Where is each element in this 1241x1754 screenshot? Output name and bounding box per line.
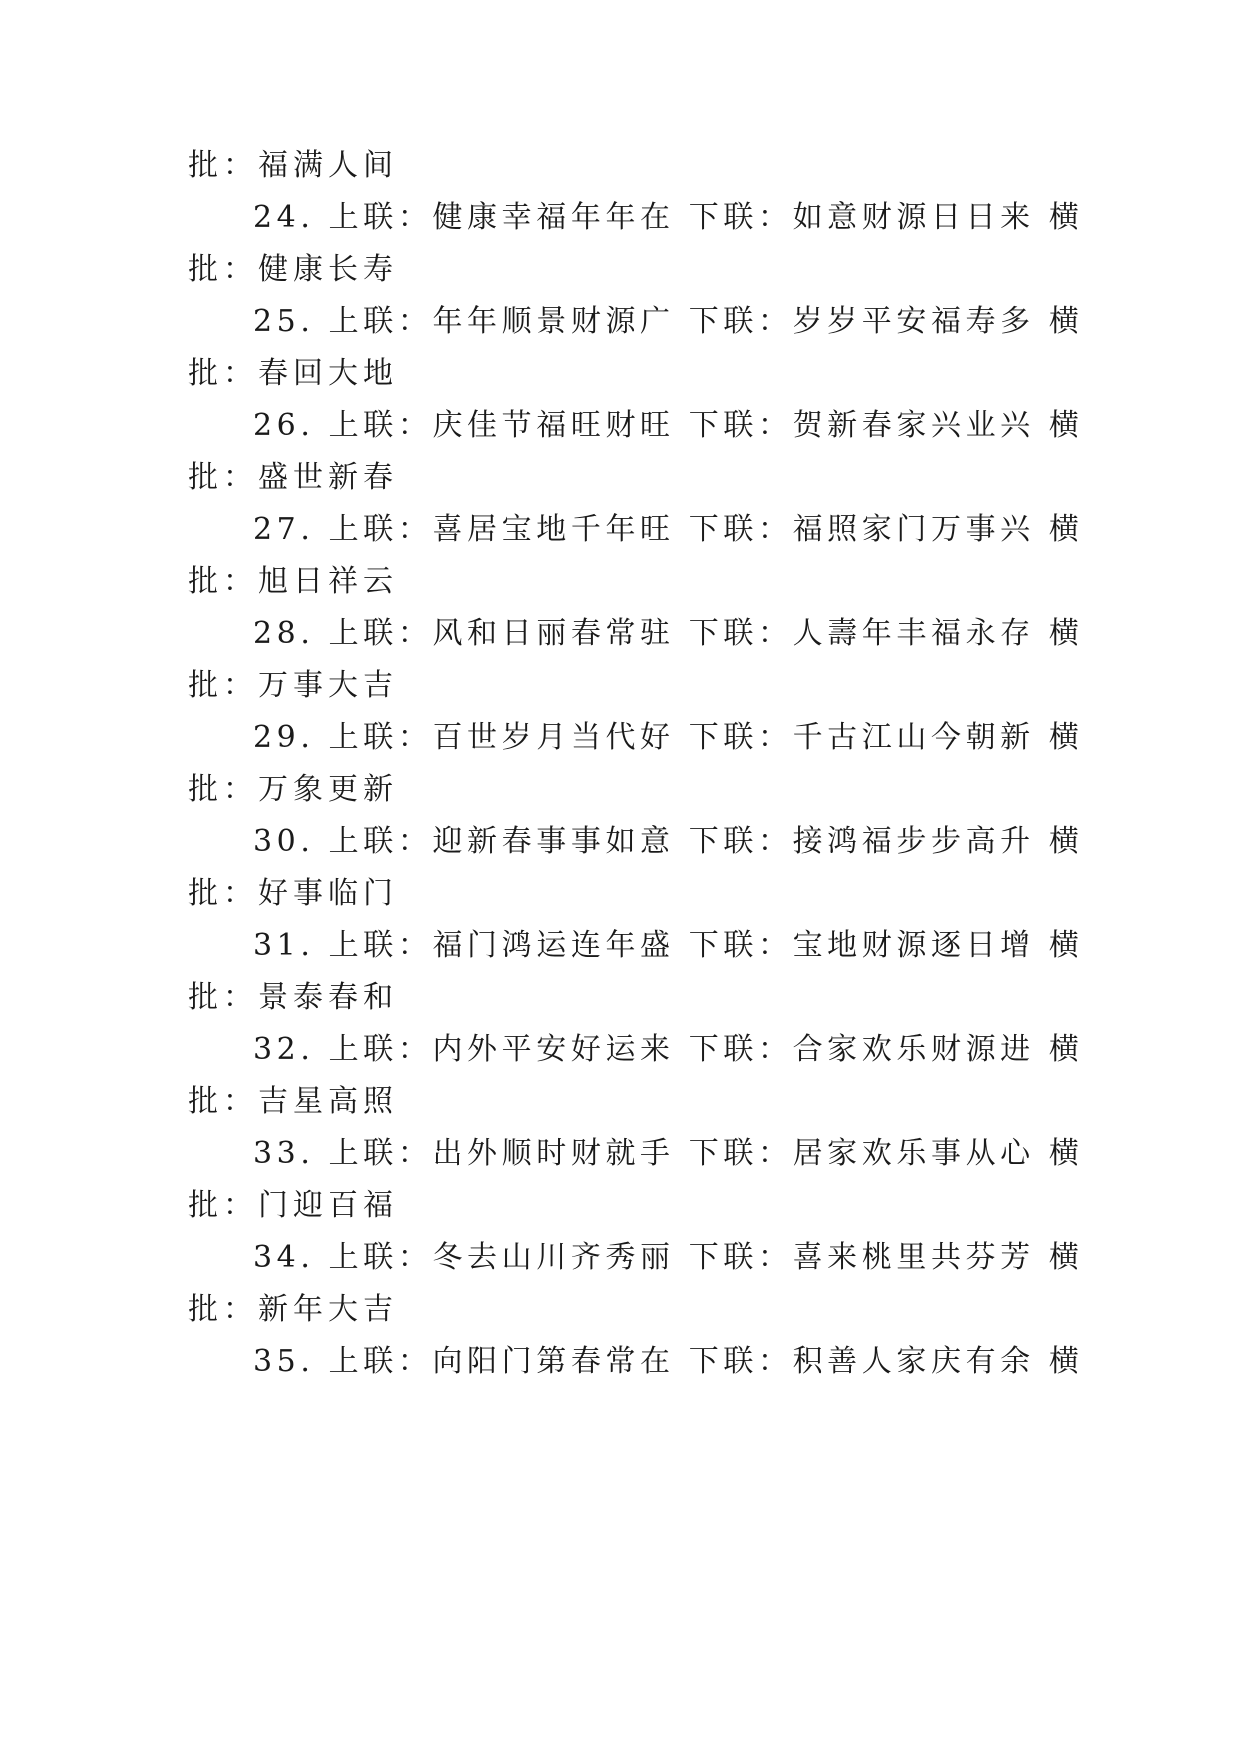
- couplet-line: 25. 上联：年年顺景财源广 下联：岁岁平安福寿多 横: [253, 304, 1084, 339]
- couplet-line: 24. 上联：健康幸福年年在 下联：如意财源日日来 横: [253, 200, 1084, 235]
- text-line: 批：万象更新: [188, 772, 398, 807]
- text-line: 批：旭日祥云: [188, 564, 398, 599]
- couplet-line: 33. 上联：出外顺时财就手 下联：居家欢乐事从心 横: [253, 1136, 1084, 1171]
- couplet-line: 34. 上联：冬去山川齐秀丽 下联：喜来桃里共芬芳 横: [253, 1240, 1084, 1275]
- text-line: 批：春回大地: [188, 356, 398, 391]
- text-line: 批：万事大吉: [188, 668, 398, 703]
- text-line: 批：盛世新春: [188, 460, 398, 495]
- couplet-line: 32. 上联：内外平安好运来 下联：合家欢乐财源进 横: [253, 1032, 1084, 1067]
- text-line: 批：门迎百福: [188, 1188, 398, 1223]
- couplet-line: 29. 上联：百世岁月当代好 下联：千古江山今朝新 横: [253, 720, 1084, 755]
- couplet-line: 31. 上联：福门鸿运连年盛 下联：宝地财源逐日增 横: [253, 928, 1084, 963]
- couplet-line: 28. 上联：风和日丽春常驻 下联：人壽年丰福永存 横: [253, 616, 1084, 651]
- text-line: 批：好事临门: [188, 876, 398, 911]
- text-line: 批：福满人间: [188, 148, 398, 183]
- text-line: 批：健康长寿: [188, 252, 398, 287]
- couplet-line: 26. 上联：庆佳节福旺财旺 下联：贺新春家兴业兴 横: [253, 408, 1084, 443]
- text-line: 批：新年大吉: [188, 1292, 398, 1327]
- text-line: 批：景泰春和: [188, 980, 398, 1015]
- couplet-line: 27. 上联：喜居宝地千年旺 下联：福照家门万事兴 横: [253, 512, 1084, 547]
- couplet-line: 35. 上联：向阳门第春常在 下联：积善人家庆有余 横: [253, 1344, 1084, 1379]
- text-line: 批：吉星高照: [188, 1084, 398, 1119]
- couplet-line: 30. 上联：迎新春事事如意 下联：接鸿福步步高升 横: [253, 824, 1084, 859]
